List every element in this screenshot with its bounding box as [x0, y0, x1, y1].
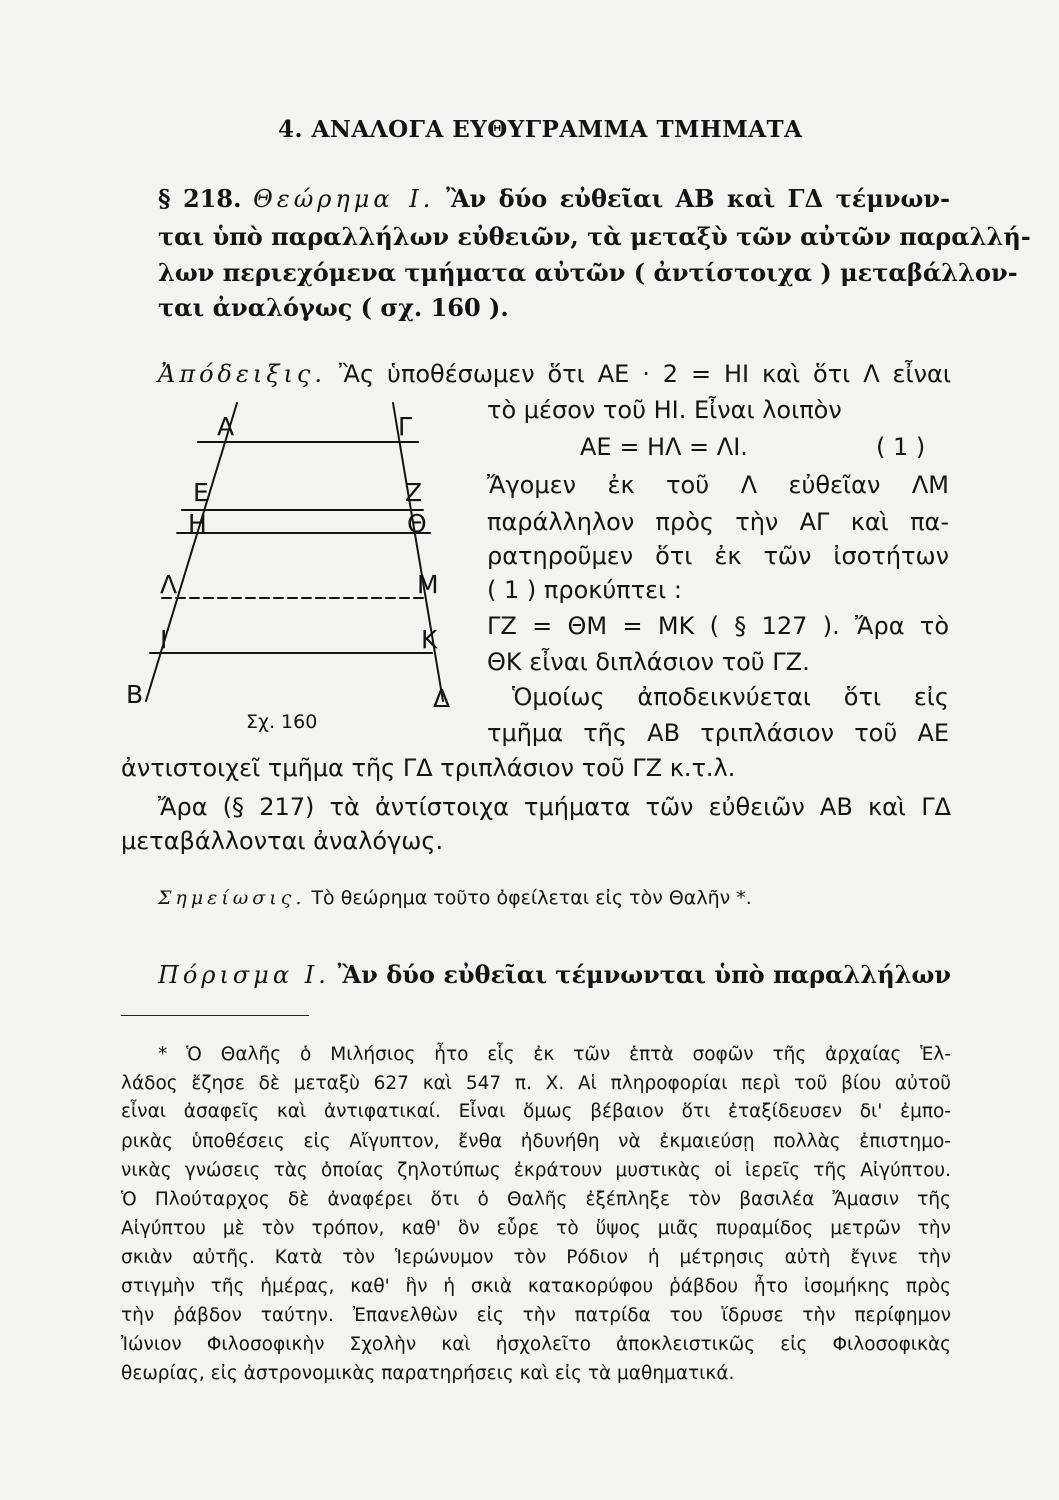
footnote-rule	[121, 1015, 309, 1016]
proof-line-10: Ὁμοίως ἀποδεικνύεται ὅτι εἰς	[512, 683, 949, 711]
label-g: Γ	[398, 412, 412, 441]
proof-line-14: μεταβάλλονται ἀναλόγως.	[121, 827, 444, 855]
theorem-line-1	[158, 184, 950, 213]
section-heading: 4. ΑΝΑΛΟΓΑ ΕΥΘΥΓΡΑΜΜΑ ΤΜΗΜΑΤΑ	[278, 116, 803, 143]
label-l: Λ	[160, 570, 178, 599]
footnote-line-5: νικὰς γνώσεις τὰς ὁποίας ζηλοτύπως ἐκράτουν μυστικὰς οἱ ἱερεῖς τῆς Αἰγύπτου.	[121, 1160, 951, 1181]
theorem-text-4: ται ἀναλόγως ( σχ. 160 ).	[158, 293, 509, 322]
proof-line-2: τὸ μέσον τοῦ ΗΙ. Εἶναι λοιπὸν	[487, 396, 842, 424]
footnote-line-10: τὴν ῥάβδον ταύτην. Ἐπανελθὼν εἰς τὴν πατρίδα του ἵδρυσε τὴν περίφημον	[121, 1305, 951, 1326]
label-a: Α	[217, 412, 235, 441]
label-h: Η	[188, 509, 207, 538]
proof-line-6: ρατηροῦμεν ὅτι ἐκ τῶν ἰσοτήτων	[487, 542, 949, 570]
proof-line-8: ΓΖ = ΘΜ = ΜΚ ( § 127 ). Ἄρα τὸ	[487, 612, 949, 640]
proof-label: Ἀπόδειξις.	[158, 360, 326, 388]
label-d: Δ	[433, 684, 451, 713]
proof-equation: ΑΕ = ΗΛ = ΛΙ.	[580, 433, 748, 461]
note-text: Τὸ θεώρημα τοῦτο ὀφείλεται εἰς τὸν Θαλῆν *.	[311, 887, 752, 909]
line-ab	[146, 403, 237, 701]
proof-line-9: ΘΚ εἶναι διπλάσιον τοῦ ΓΖ.	[487, 648, 810, 676]
theorem-text-1: Ἂν δύο εὐθεῖαι ΑΒ καὶ ΓΔ τέμνων-	[446, 184, 951, 213]
line-gd	[393, 403, 443, 701]
theorem-number: § 218.	[158, 184, 242, 213]
label-th: Θ	[407, 509, 427, 538]
label-m: Μ	[417, 570, 439, 599]
footnote-line-9: στιγμὴν τῆς ἡμέρας, καθ' ἣν ἡ σκιὰ κατακορύφου ῥάβδου ἦτο ἰσομήκης πρὸς	[121, 1276, 951, 1297]
figure-caption: Σχ. 160	[246, 711, 318, 733]
footnote-line-1: * Ὁ Θαλῆς ὁ Μιλήσιος ἦτο εἷς ἐκ τῶν ἑπτὰ σοφῶν τῆς ἀρχαίας Ἑλ-	[158, 1044, 951, 1065]
proof-line-1	[158, 360, 951, 388]
footnote-line-4: ρικὰς ὑποθέσεις εἰς Αἴγυπτον, ἔνθα ἠδυνήθη νὰ ἐκμαιεύσῃ πολλὰς ἐπιστημο-	[121, 1131, 951, 1152]
figure-160	[110, 395, 470, 740]
theorem-line-2: ται ὑπὸ παραλλήλων εὐθειῶν, τὰ μεταξὺ τῶν αὐτῶν παραλλή-	[158, 222, 1031, 251]
label-i: Ι	[160, 625, 168, 654]
corollary-text: Ἂν δύο εὐθεῖαι τέμνωνται ὑπὸ παραλλήλων	[337, 960, 951, 989]
label-e: Ε	[193, 478, 209, 507]
footnote-line-8: σκιὰν αὐτῆς. Κατὰ τὸν Ἱερώνυμον τὸν Ρόδιον ἡ μέτρησις αὐτὴ ἔγινε τὴν	[121, 1247, 951, 1268]
note	[158, 887, 752, 909]
label-z: Ζ	[405, 478, 423, 507]
corollary	[158, 960, 951, 989]
footnote-line-12: θεωρίας, εἰς ἀστρονομικὰς παρατηρήσεις καὶ εἰς τὰ μαθηματικά.	[121, 1363, 735, 1384]
footnote-line-2: λάδος ἔζησε δὲ μεταξὺ 627 καὶ 547 π. Χ. Αἱ πληροφορίαι περὶ τοῦ βίου αὐτοῦ	[121, 1073, 951, 1094]
proof-line-5: παράλληλον πρὸς τὴν ΑΓ καὶ πα-	[487, 508, 949, 536]
proof-line-4: Ἄγομεν ἐκ τοῦ Λ εὐθεῖαν ΛΜ	[487, 471, 949, 499]
footnote-line-11: Ἰώνιον Φιλοσοφικὴν Σχολὴν καὶ ἠσχολεῖτο ἀποκλειστικῶς εἰς Φιλοσοφικὰς	[121, 1334, 951, 1355]
footnote-line-7: Αἰγύπτου μὲ τὸν τρόπον, καθ' ὃν εὗρε τὸ ὕψος μιᾶς πυραμίδος μετρῶν τὴν	[121, 1218, 951, 1239]
proof-line-11: τμῆμα τῆς ΑΒ τριπλάσιον τοῦ ΑΕ	[487, 719, 949, 747]
equation-number: ( 1 )	[876, 433, 926, 461]
footnote-line-3: εἶναι ἀσαφεῖς καὶ ἀντιφατικαί. Εἶναι ὅμως βέβαιον ὅτι ἐταξίδευσεν δι' ἐμπο-	[121, 1101, 951, 1122]
corollary-label: Πόρισμα Ι.	[158, 961, 330, 989]
theorem-label: Θεώρημα Ι.	[253, 185, 435, 213]
theorem-line-3: λων περιεχόμενα τμήματα αὐτῶν ( ἀντίστοιχα ) μεταβάλλον-	[158, 258, 1018, 287]
label-k: Κ	[421, 625, 438, 654]
proof-line-7: ( 1 ) προκύπτει :	[487, 576, 682, 604]
proof-line-12: ἀντιστοιχεῖ τμῆμα τῆς ΓΔ τριπλάσιον τοῦ ΓΖ κ.τ.λ.	[121, 754, 736, 782]
proof-line-13: Ἄρα (§ 217) τὰ ἀντίστοιχα τμήματα τῶν εὐθειῶν ΑΒ καὶ ΓΔ	[158, 793, 951, 821]
footnote-line-6: Ὁ Πλούταρχος δὲ ἀναφέρει ὅτι ὁ Θαλῆς ἐξέπληξε τὸν βασιλέα Ἄμασιν τῆς	[121, 1189, 951, 1210]
note-label: Σημείωσις.	[158, 887, 306, 909]
label-b: Β	[126, 680, 144, 709]
theorem-line-4	[158, 293, 509, 322]
proof-text-1: Ἂς ὑποθέσωμεν ὅτι ΑΕ · 2 = ΗΙ καὶ ὅτι Λ εἶναι	[338, 360, 951, 388]
